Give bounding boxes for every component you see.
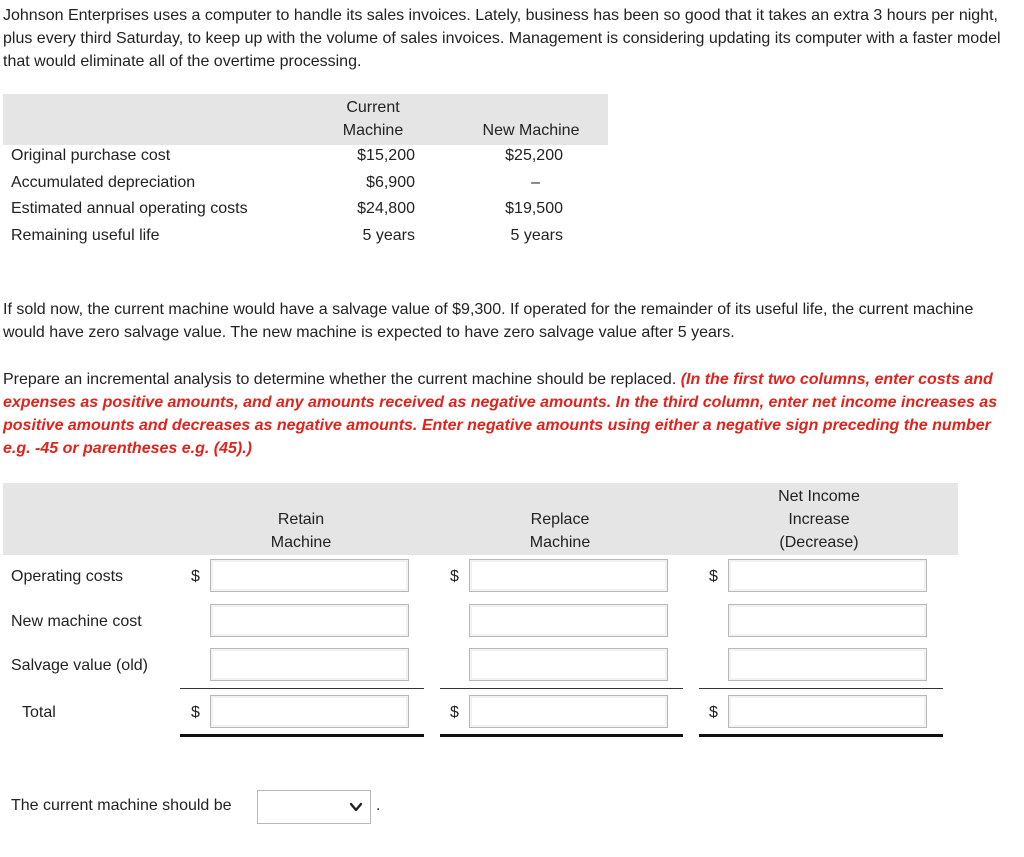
total-retain-input[interactable] (210, 695, 409, 728)
current-useful-life: 5 years (362, 227, 415, 244)
operating-net-input[interactable] (728, 559, 927, 592)
col-header-net (749, 485, 889, 554)
incremental-analysis-table (3, 483, 958, 743)
total-double-rule (180, 734, 424, 737)
decision-dropdown[interactable] (257, 790, 371, 824)
newcost-retain-input[interactable] (210, 604, 409, 637)
newcost-replace-input[interactable] (469, 604, 668, 637)
dollar-sign: $ (191, 704, 200, 721)
current-accumulated-depreciation: $6,900 (366, 174, 415, 191)
new-operating-costs: $19,500 (505, 200, 563, 217)
col-header-net-line3: (Decrease) (779, 534, 859, 551)
newcost-net-input[interactable] (728, 604, 927, 637)
conclusion-period: . (376, 797, 381, 814)
total-double-rule (440, 734, 683, 737)
intro-paragraph: Johnson Enterprises uses a computer to handle its sales invoices. Lately, business has been so good that it takes an extra 3 hours per night, plus every third Saturday, to keep up with the volume of sales invoices. Management is considering updating its computer with a faster model that would eliminate all of the overtime processing. (3, 7, 1001, 70)
instruction-lead: Prepare an incremental analysis to determine whether the current machine should be replaced. (3, 371, 681, 388)
current-operating-costs: $24,800 (357, 200, 415, 217)
salvage-net-input[interactable] (728, 648, 927, 681)
row-label-original-cost: Original purchase cost (11, 147, 171, 164)
conclusion-text: The current machine should be (11, 797, 232, 814)
col-header-replace (490, 508, 630, 554)
col-header-current-machine: Current Machine (342, 99, 404, 139)
row-label-accumulated-depreciation: Accumulated depreciation (11, 174, 196, 191)
total-double-rule (699, 734, 943, 737)
salvage-retain-input[interactable] (210, 648, 409, 681)
machine-info-table (3, 94, 608, 254)
subtotal-rule (699, 688, 943, 689)
total-replace-input[interactable] (469, 695, 668, 728)
instruction-paragraph (3, 368, 1015, 460)
operating-retain-input[interactable] (210, 559, 409, 592)
dollar-sign: $ (450, 568, 459, 585)
row-label-operating-costs: Estimated annual operating costs (11, 200, 248, 217)
row-label-new-machine-cost: New machine cost (11, 613, 142, 630)
instruction-note: (In the first two columns, enter costs and expenses as positive amounts, and any amounts received as negative amounts. In the third column, enter net income increases as positive amounts and decreases as negative amounts. Enter negative amounts using either a negative sign preceding the number e.g. -45 or parentheses e.g. (45).) (3, 371, 998, 457)
col-header-retain-line2: Machine (270, 534, 332, 551)
col-header-net-line1: Net Income (778, 488, 860, 505)
new-original-cost: $25,200 (505, 147, 563, 164)
new-accumulated-depreciation: – (531, 174, 540, 191)
col-header-net-line2: Increase (788, 511, 850, 528)
row-label-salvage-value: Salvage value (old) (11, 657, 148, 674)
row-label-total: Total (22, 704, 56, 721)
row-label-operating: Operating costs (11, 568, 124, 585)
total-net-input[interactable] (728, 695, 927, 728)
dollar-sign: $ (450, 704, 459, 721)
salvage-replace-input[interactable] (469, 648, 668, 681)
col-header-replace-line1: Replace (530, 511, 590, 528)
subtotal-rule (180, 688, 424, 689)
col-header-retain-line1: Retain (277, 511, 325, 528)
operating-replace-input[interactable] (469, 559, 668, 592)
dollar-sign: $ (191, 568, 200, 585)
new-useful-life: 5 years (510, 227, 563, 244)
col-header-replace-line2: Machine (529, 534, 591, 551)
col-header-new-machine: New Machine (482, 122, 580, 139)
col-header-retain (231, 508, 371, 554)
subtotal-rule (440, 688, 683, 689)
row-label-useful-life: Remaining useful life (11, 227, 160, 244)
current-original-cost: $15,200 (357, 147, 415, 164)
dollar-sign: $ (709, 568, 718, 585)
chevron-down-icon (350, 802, 362, 812)
dollar-sign: $ (709, 704, 718, 721)
salvage-paragraph: If sold now, the current machine would have a salvage value of $9,300. If operated for the remainder of its useful life, the current machine would have zero salvage value. The new machine is expected to have zero salvage value after 5 years. (3, 301, 974, 341)
